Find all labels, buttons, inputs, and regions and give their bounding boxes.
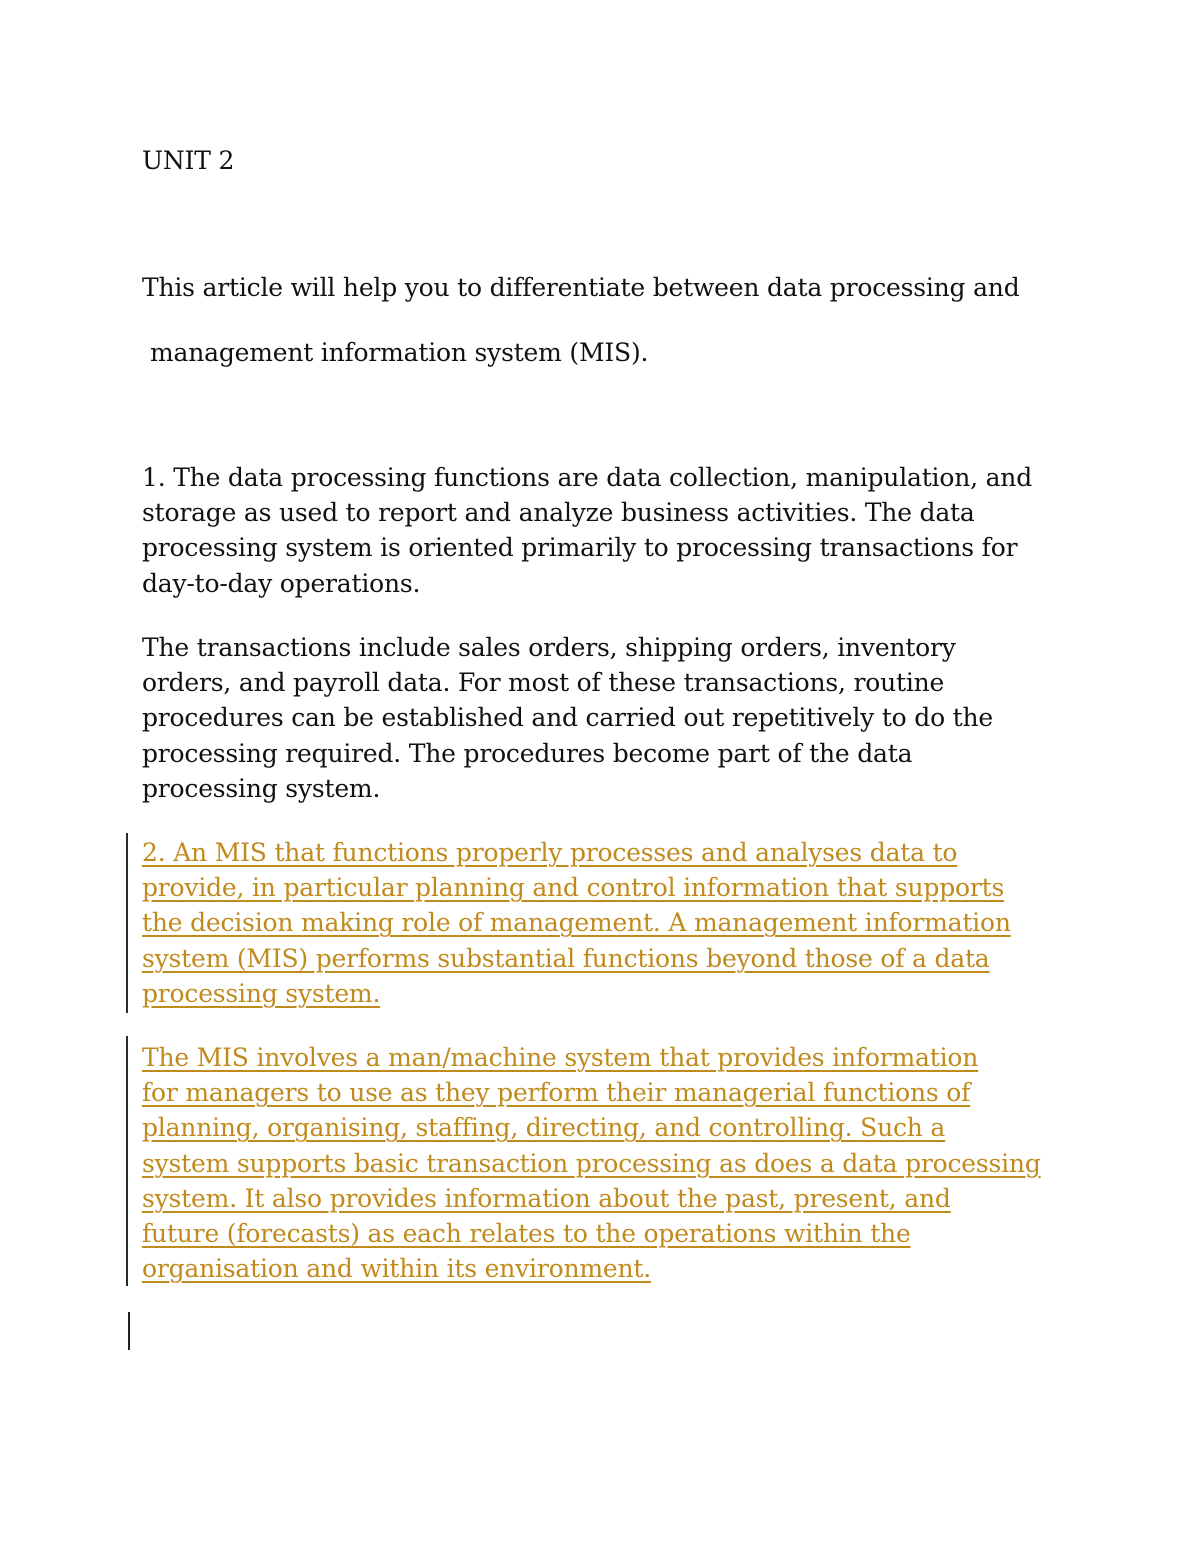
paragraph-line: procedures can be established and carried out repetitively to do the	[142, 703, 994, 733]
intro-line-2: management information system (MIS).	[150, 338, 649, 367]
paragraph-line: storage as used to report and analyze business activities. The data	[142, 498, 975, 528]
text-cursor[interactable]	[128, 1312, 130, 1350]
intro-line-1: This article will help you to differentiate between data processing and	[142, 273, 1020, 302]
tracked-line: planning, organising, staffing, directing, and controlling. Such a	[142, 1113, 946, 1143]
paragraph-line: The transactions include sales orders, shipping orders, inventory	[142, 633, 956, 662]
change-bar	[126, 1036, 128, 1286]
paragraph-data-processing-functions	[142, 460, 1082, 601]
tracked-line: future (forecasts) as each relates to the operations within the	[142, 1219, 911, 1249]
tracked-line: 2. An MIS that functions properly processes and analyses data to	[142, 838, 958, 867]
paragraph-line: processing required. The procedures become part of the data	[142, 738, 913, 768]
tracked-line: system supports basic transaction processing as does a data processing	[142, 1148, 1041, 1178]
paragraph-line: day-to-day operations.	[142, 568, 421, 598]
paragraph-line: processing system.	[142, 773, 381, 803]
paragraph-line: orders, and payroll data. For most of these transactions, routine	[142, 668, 945, 698]
tracked-line: The MIS involves a man/machine system that provides information	[142, 1043, 979, 1072]
tracked-line: system. It also provides information about the past, present, and	[142, 1183, 951, 1213]
tracked-line: provide, in particular planning and control information that supports	[142, 873, 1005, 903]
tracked-line: for managers to use as they perform their managerial functions of	[142, 1078, 971, 1108]
change-bar	[126, 833, 128, 1013]
paragraph-line: 1. The data processing functions are data collection, manipulation, and	[142, 463, 1032, 492]
paragraph-line: processing system is oriented primarily to processing transactions for	[142, 533, 1018, 563]
paragraph-transactions	[142, 630, 1082, 806]
tracked-line: system (MIS) performs substantial functions beyond those of a data	[142, 943, 990, 973]
tracked-line: the decision making role of management. A management information	[142, 908, 1011, 938]
tracked-line: organisation and within its environment.	[142, 1254, 651, 1284]
unit-heading: UNIT 2	[142, 146, 235, 175]
paragraph-mis-involves-tracked	[142, 1040, 1082, 1286]
paragraph-mis-functions-tracked	[142, 835, 1082, 1011]
tracked-line: processing system.	[142, 978, 381, 1008]
